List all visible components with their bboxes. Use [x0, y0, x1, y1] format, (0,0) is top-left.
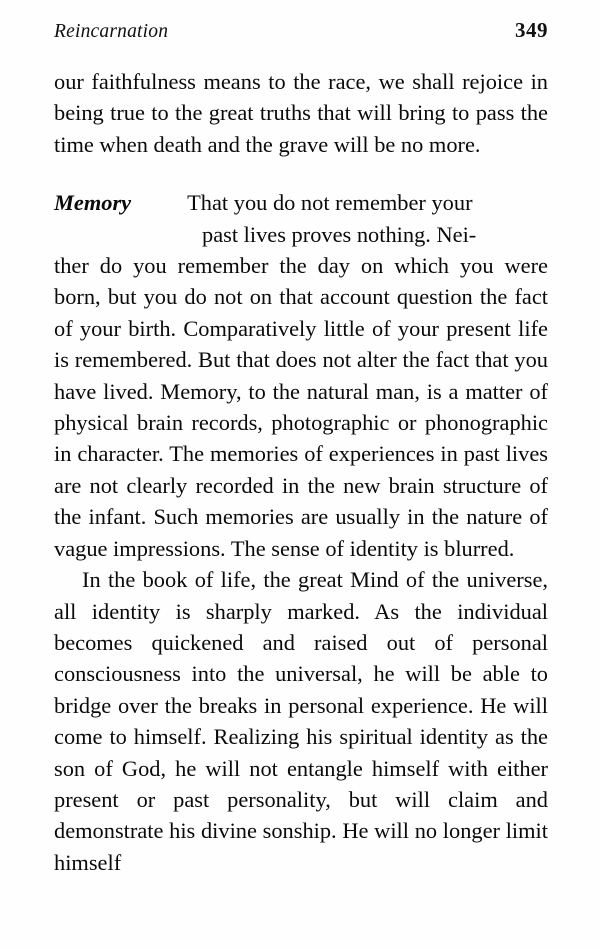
page-number: 349 [515, 18, 548, 42]
body-text-column [54, 66, 548, 878]
memory-section [54, 187, 548, 564]
running-head: Reincarnation [54, 21, 169, 42]
paragraph-memory [54, 187, 548, 564]
page-header [54, 18, 548, 44]
memory-body-text: ther do you remember the day on which you were born, but you do not on that account question the fact of your birth. Comparatively little of your present life is remembered. But that does not alter the fact that you have lived. Memory, to the natural man, is a matter of physical brain records, photographic or phonographic in character. The memories of experiences in past lives are not clearly recorded in the new brain structure of the infant. Such memories are usually in the nature of vague impressions. The sense of identity is blurred. [54, 253, 548, 561]
paragraph-continued: our faithfulness means to the race, we shall rejoice in being true to the great truths that will bring to pass the time when death and the grave will be no more. [54, 69, 548, 157]
memory-first-line-text: That you do not remember your [187, 190, 473, 216]
paragraph-spacer [54, 160, 548, 187]
paragraph-book-of-life: In the book of life, the great Mind of the universe, all identity is sharply marked. As the individual becomes quickened and raised out of personal consciousness into the universal, he will be able to bridge over the breaks in personal experience. He will come to himself. Realizing his spiritual identity as the son of God, he will not entangle himself with either present or past personality, but will claim and demonstrate his divine sonship. He will no longer limit himself [54, 567, 548, 875]
memory-second-line-text: past lives proves nothing. Nei- [202, 221, 477, 247]
side-heading-memory: Memory [54, 190, 132, 216]
